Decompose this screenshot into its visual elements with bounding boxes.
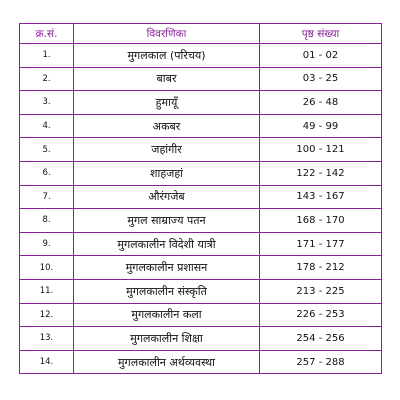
table-row: [20, 256, 382, 280]
table-row: [20, 350, 382, 374]
serial-number: 13.: [20, 327, 74, 351]
pages-header: पृष्ठ संख्या: [260, 24, 382, 44]
serial-number: 14.: [20, 350, 74, 374]
table-row: [20, 138, 382, 162]
chapter-title: मुगल साम्राज्य पतन: [74, 209, 260, 233]
page-range: 168 - 170: [260, 209, 382, 233]
table-row: [20, 67, 382, 91]
serial-number: 5.: [20, 138, 74, 162]
serial-number: 9.: [20, 232, 74, 256]
chapter-title: औरंगजेब: [74, 185, 260, 209]
chapter-title: मुगलकालीन अर्थव्यवस्था: [74, 350, 260, 374]
serial-number: 6.: [20, 161, 74, 185]
toc-header-row: [20, 24, 382, 44]
table-row: [20, 232, 382, 256]
chapter-title: शाहजहां: [74, 161, 260, 185]
serial-number: 10.: [20, 256, 74, 280]
page-range: 122 - 142: [260, 161, 382, 185]
title-header: विवरणिका: [74, 24, 260, 44]
table-row: [20, 161, 382, 185]
chapter-title: मुगलकालीन संस्कृति: [74, 279, 260, 303]
chapter-title: मुगलकाल (परिचय): [74, 44, 260, 68]
page-range: 100 - 121: [260, 138, 382, 162]
page-range: 213 - 225: [260, 279, 382, 303]
page-range: 226 - 253: [260, 303, 382, 327]
serial-number: 8.: [20, 209, 74, 233]
toc-header: [20, 24, 382, 44]
chapter-title: मुगलकालीन कला: [74, 303, 260, 327]
serial-number: 2.: [20, 67, 74, 91]
serial-number: 1.: [20, 44, 74, 68]
chapter-title: बाबर: [74, 67, 260, 91]
table-row: [20, 209, 382, 233]
page-range: 01 - 02: [260, 44, 382, 68]
chapter-title: मुगलकालीन विदेशी यात्री: [74, 232, 260, 256]
chapter-title: मुगलकालीन प्रशासन: [74, 256, 260, 280]
table-row: [20, 91, 382, 115]
serial-number: 12.: [20, 303, 74, 327]
page-range: 171 - 177: [260, 232, 382, 256]
table-of-contents: [19, 23, 382, 374]
table-row: [20, 279, 382, 303]
page-range: 254 - 256: [260, 327, 382, 351]
chapter-title: हुमायूँ: [74, 91, 260, 115]
chapter-title: मुगलकालीन शिक्षा: [74, 327, 260, 351]
toc-body: [20, 44, 382, 374]
serial-header: क्र.सं.: [20, 24, 74, 44]
table-row: [20, 327, 382, 351]
table-row: [20, 114, 382, 138]
table-row: [20, 303, 382, 327]
serial-number: 4.: [20, 114, 74, 138]
page-range: 49 - 99: [260, 114, 382, 138]
chapter-title: जहांगीर: [74, 138, 260, 162]
serial-number: 7.: [20, 185, 74, 209]
chapter-title: अकबर: [74, 114, 260, 138]
page-range: 257 - 288: [260, 350, 382, 374]
page-range: 03 - 25: [260, 67, 382, 91]
table-row: [20, 44, 382, 68]
page-range: 143 - 167: [260, 185, 382, 209]
table-row: [20, 185, 382, 209]
serial-number: 3.: [20, 91, 74, 115]
serial-number: 11.: [20, 279, 74, 303]
page-range: 178 - 212: [260, 256, 382, 280]
page-range: 26 - 48: [260, 91, 382, 115]
